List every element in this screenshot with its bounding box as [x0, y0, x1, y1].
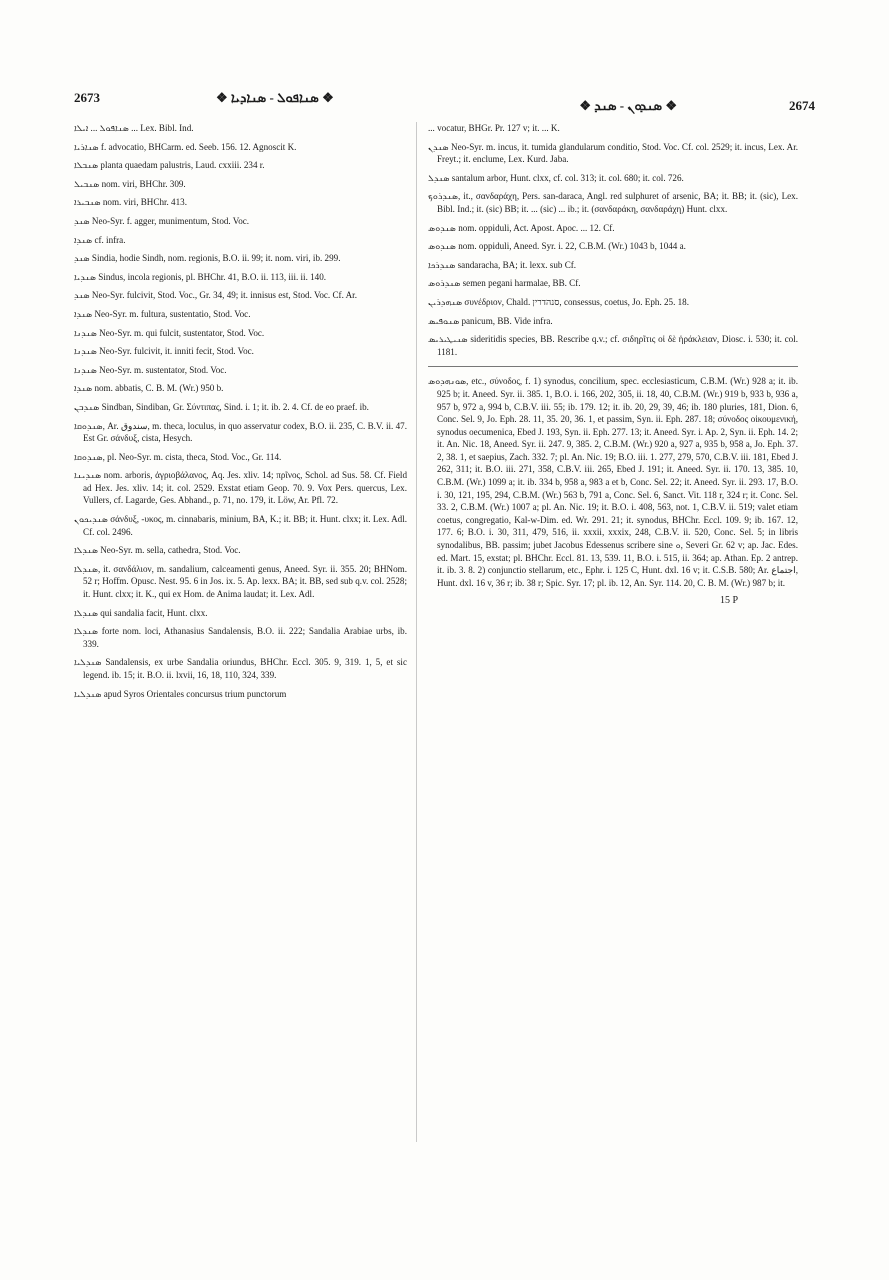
- entry: ܣܢܕܐ Neo-Syr. m. fultura, sustentatio, Stod. Voc.: [74, 308, 251, 319]
- entry: ܣܢܕܢܐ Neo-Syr. m. sustentator, Stod. Voc.: [74, 364, 227, 375]
- entry: ܣܢܕ Sindia, hodie Sindh, nom. regionis, B.O. ii. 99; it. nom. viri, ib. 299.: [74, 253, 341, 264]
- entry: ܣܢܕܢ Neo-Syr. m. incus, it. tumida glandularum conditio, Stod. Voc. Cf. col. 2529; it. incus, Lex. Ar. Freyt.; it. enclume, Lex. Kurd. Jaba.: [428, 141, 798, 165]
- right-running-head: ❖ ܣܢܕܘܢ - ܣܢܕ ❖: [579, 98, 677, 113]
- entry: ܣܢܒܝܪܐ nom. viri, BHChr. 413.: [74, 197, 187, 208]
- entry: ܣܢܕܘܣ nom. oppiduli, Act. Apost. Apoc. ... 12. Cf.: [428, 222, 615, 233]
- entry: ܣܢܕܠ santalum arbor, Hunt. clxx, cf. col. 313; it. col. 680; it. col. 726.: [428, 172, 684, 183]
- entry: ܣܢܕܐ cf. infra.: [74, 234, 126, 245]
- main-entry: ܣܘܢܗܕܘܣ, etc., σύνοδος, f. 1) synodus, concilium, spec. ecclesiasticum, C.B.M. (Wr.) 928 a; it. ib. 925 b; it. Aneed. Syr. ii. 385. 1, B.O. i. 166, 202, 305, ii. 18, 40, C.B.M. (Wr.) 919 b, 933 b, 936 a, 957 b, 972 a, 994 b, C.B.V. iii. 55; ib. 179. 12; it. ib. 20, 29, 39, 46; ib. 180 pluries, 181, Dion. 6, Conc. Sel. 9, Jo. Eph. 28. 11, 35. 20, 36. 1, et passim, Syn. ii. Eph. 287. 18; σύνοδος οἰκουμενική, synodus oecumenica, Ebed J. 193, Syn. ii. Eph. 277. 13; it. Aneed. Syr. i. Ap. 2, Syn. ii. Eph. 14. 2; it. An. Nic. 18, Aneed. Syr. ii. 247. 9, 385. 2, C.B.M. (Wr.) 920 a, 927 a, 935 b, 958 a, Jo. Eph. 37. 2, 38. 1, et saepius, Zach. 332. 7; pl. An. Nic. 19; B.O. iii. 1. 277, 279, 570, C.B.V. iii. 181, Ebed J. 262, 311; it. B.O. iii. 271, 358, C.B.V. iii. 265, Ebed J. 191; it. Aneed. Syr. ii. 170. 13, 385. 10, C.B.M. (Wr.) 1099 a; it. ib. 334 b, 958 a, 983 a et b, Conc. Sel. 22; it. Aneed. Syr. ii. 293. 17, B.O. i. 30, 121, 195, 294, C.B.M. (Wr.) 563 b, 791 a, Conc. Sel. 6, Sanct. Vit. 118 r, 324 r; it. Conc. Sel. 33. 2, C.B.M. (Wr.) 1007 a; pl. An. Nic. 19; it. B.O. i. 408, 563, not. 1, C.B.V. ii. 519; valet etiam coetus, congregatio, Kal-w-Dim. ed. Wr. 291. 21; it. synodus, BHChr. Eccl. 109. 9; ib. 167. 12, 177. 6; B.O. i. 30, 311, 479, 516, ii. xxxii, xxxix, 248, C.B.V. ii. 520, Conc. Sel. 5; in libris synodalibus, BB. passim; jubet Jacobus Edessenus scribere sine ܘ, Severi Gr. 62 v; ap. Jac. Edes. ed. Mart. 15, exstat; pl. BHChr. Eccl. 81. 13, 539. 11, B.O. i. 515, ii. 364; ap. Athan. Ep. 2 antrep. it. ib. 3. 8. 2) conjunctio stellarum, etc., Ephr. i. 125 C, Hunt. dxl. 16 v; it. C.S.B. 580; Ar. اجتماع, Hunt. dxl. 16 v, 36 r; ib. 38 r; Spic. Syr. 17; pl. ib. 12, An. Syr. 114. 20, C. B. M. (Wr.) 987 b; it.: [428, 376, 798, 588]
- entry: ܣܢܝܛܝܪܝܣ sideritidis species, BB. Rescribe q.v.; cf. σιδηρῖτις οἱ δὲ ἡράκλειαν, Diosc. i. 530; it. col. 1181.: [428, 334, 798, 357]
- entry: ܣܢܕܠܐ Neo-Syr. m. sella, cathedra, Stod. Voc.: [74, 545, 241, 556]
- entry: ܣܢܕܝܢܐ nom. arboris, ἀγριοβάλανος, Aq. Jes. xliv. 14; πρῖνος, Schol. ad Sus. 58. Cf. Field ad Hex. Jes. xliv. 14; it. col. 2529. Exstat etiam Geop. 70. 9. Vox Pers. quercus, Lex. Vullers, cf. Lagarde, Ges. Abhand., p. 71, no. 179, it. Löw, Ar. Pfl. 72.: [74, 470, 407, 506]
- entry: ܣܢܕܠܐ forte nom. loci, Athanasius Sandalensis, B.O. ii. 222; Sandalia Arabiae urbs, ib. 339.: [74, 626, 407, 649]
- entry: ܣܢܕܝܟܘܢ σάνδυξ, -υκος, m. cinnabaris, minium, BA, K.; it. BB; it. Hunt. clxx; it. Lex. Adl. Cf. col. 2496.: [74, 514, 407, 537]
- entry: ܣܢܕܝܐ Sindus, incola regionis, pl. BHChr. 41, B.O. ii. 113, iii. ii. 140.: [74, 271, 327, 282]
- entry: ܣܢܕܢܐ Neo-Syr. m. qui fulcit, sustentator, Stod. Voc.: [74, 327, 265, 338]
- entry: ܣܢܕܐ nom. abbatis, C. B. M. (Wr.) 950 b.: [74, 383, 224, 394]
- signature-mark: 15 P: [719, 595, 738, 607]
- entry: ܣܢܕܪܟܐ sandaracha, BA; it. lexx. sub Cf.: [428, 259, 577, 270]
- entry: ܣܢܕ Neo-Syr. f. agger, munimentum, Stod. Voc.: [74, 215, 250, 226]
- entry: ܣܢܘܦܝܣ panicum, BB. Vide infra.: [428, 315, 553, 326]
- entry: ܣܢܐܦܘܠ ... ܐܝܠܐ ... Lex. Bibl. Ind.: [74, 123, 194, 133]
- right-page-number: 2674: [789, 98, 815, 113]
- entry: ܣܢܒܝܠ nom. viri, BHChr. 309.: [74, 178, 186, 189]
- entry: ܣܢܕ Neo-Syr. fulcivit, Stod. Voc., Gr. 34, 49; it. innisus est, Stod. Voc. Cf. Ar.: [74, 290, 357, 301]
- entry: ܣܢܕܒܢ Sindban, Sindiban, Gr. Σύντιπας, Sind. i. 1; it. ib. 2. 4. Cf. de eo praef. ib.: [74, 401, 369, 412]
- left-running-head: ❖ ܣܢܐܦܘܠ - ܣܢܐܕܝܐ ❖: [216, 90, 334, 105]
- right-column: [428, 122, 798, 608]
- page-header: [74, 86, 815, 113]
- section-rule: [428, 366, 798, 367]
- entry: ܣܢܐܪܝܐ f. advocatio, BHCarm. ed. Seeb. 156. 12. Agnoscit K.: [74, 141, 297, 152]
- entry: ܣܢܕܠܐ, it. σανδάλιον, m. sandalium, calceamenti genus, Aneed. Syr. ii. 355. 20; BHNom. 52 r; Hoffm. Opusc. Nest. 95. 6 in Jos. ix. 5. Ap. lexx. BA; it. BB, sed sub q.v. col. 2528; it. Hunt. clxx; it. K., qui ex Hom. de Anima laudat; it. Lex. Adl.: [74, 563, 407, 600]
- entry: ܣܢܕܠܝܐ Sandalensis, ex urbe Sandalia oriundus, BHChr. Eccl. 305. 9, 319. 1, 5, et sic legend. ib. 15; it. B.O. ii. lxvii, 16, 18, 110, 324, 339.: [74, 657, 407, 680]
- entry: ܣܢܗܕܪܝܢ συνέδριον, Chald. סנהדרין, consessus, coetus, Jo. Eph. 25. 18.: [428, 296, 689, 307]
- entry: ܣܢܒܠܐ planta quaedam palustris, Laud. cxxiii. 234 r.: [74, 160, 265, 171]
- entry: ... vocatur, BHGr. Pr. 127 v; it. ... K.: [428, 123, 560, 133]
- left-page-number: 2673: [74, 90, 100, 105]
- entry: ܣܢܕܢܐ Neo-Syr. fulcivit, it. inniti fecit, Stod. Voc.: [74, 346, 254, 357]
- entry: ܣܢܕܠܝܐ apud Syros Orientales concursus trium punctorum: [74, 688, 287, 699]
- entry: ܣܢܕܘܩܐ, pl. Neo-Syr. m. cista, theca, Stod. Voc., Gr. 114.: [74, 451, 282, 462]
- entry: ܣܢܕܪܘܣ semen pegani harmalae, BB. Cf.: [428, 278, 581, 289]
- entry: ܣܢܕܠܐ qui sandalia facit, Hunt. clxx.: [74, 607, 208, 618]
- left-column: [74, 122, 407, 706]
- column-divider: [416, 122, 417, 1142]
- entry: ܣܢܕܘܩܐ, Ar. سندوق, m. theca, loculus, in quo asservatur codex, B.O. ii. 235, C. B.V. ii. 47. Est Gr. σάνδυξ, cista, Hesych.: [74, 420, 407, 444]
- entry: ܣܢܕܘܣ nom. oppiduli, Aneed. Syr. i. 22, C.B.M. (Wr.) 1043 b, 1044 a.: [428, 241, 686, 252]
- entry: ܣܢܕܪܘܟ, it., σανδαράχη, Pers. san-daraca, Angl. red sulphuret of arsenic, BA; it. BB; it. (sic), Lex. Bibl. Ind.; it. (sic) BB; it. ... (sic) ... ib.; it. (σανδαράκη, σανδαράχη) Hunt. clxx.: [428, 191, 798, 214]
